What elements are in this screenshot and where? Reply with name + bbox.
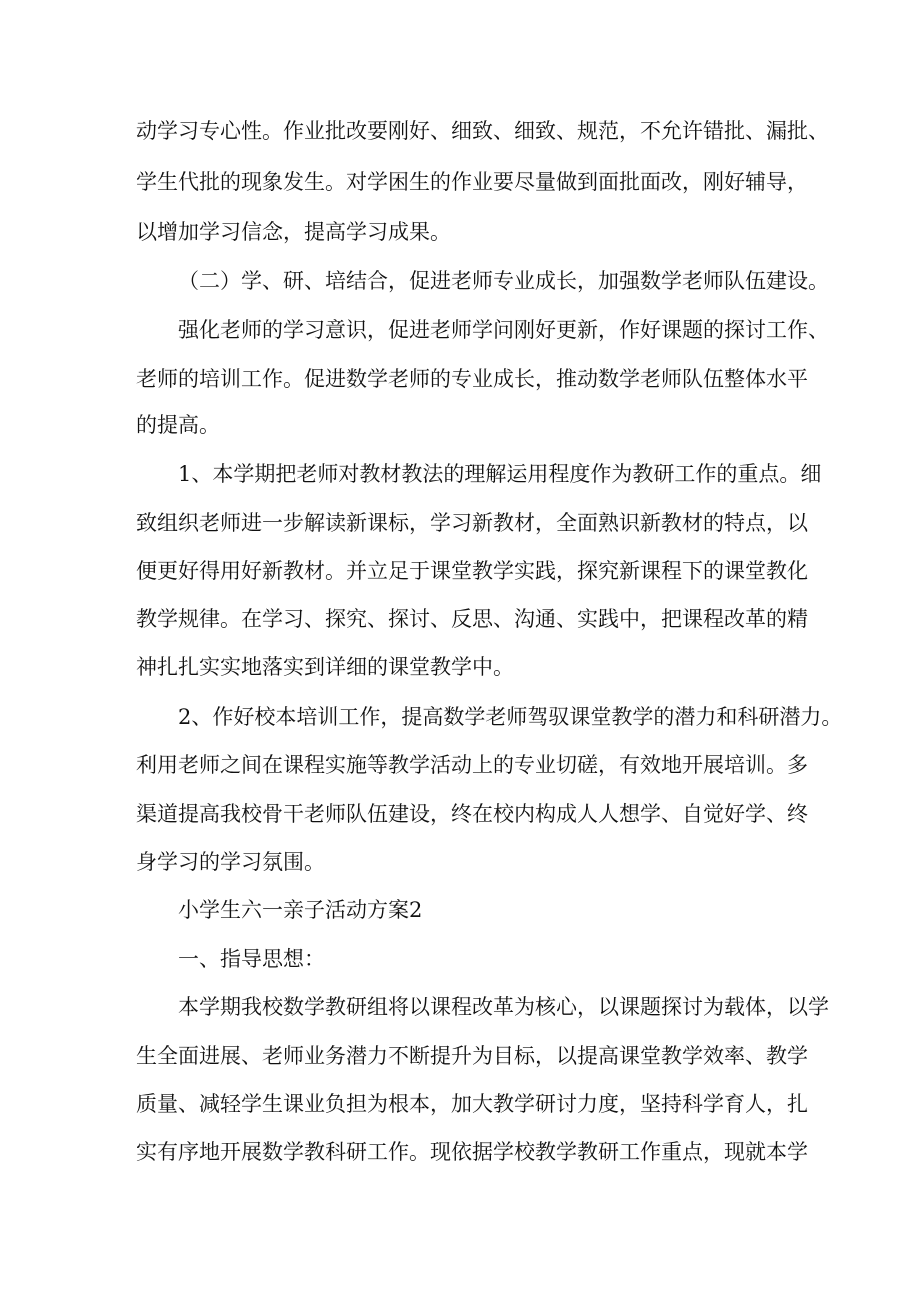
- numbered-item: 1、本学期把老师对教材教法的理解运用程度作为教研工作的重点。细: [178, 462, 822, 486]
- body-text-line: 利用老师之间在课程实施等教学活动上的专业切磋，有效地开展培训。多: [136, 753, 808, 777]
- body-text-line: 神扎扎实实地落实到详细的课堂教学中。: [136, 655, 514, 679]
- section-heading: （二）学、研、培结合，促进老师专业成长，加强数学老师队伍建设。: [178, 269, 829, 293]
- body-text-line: 动学习专心性。作业批改要刚好、细致、细致、规范，不允许错批、漏批、: [136, 119, 829, 143]
- body-text-line: 以增加学习信念，提高学习成果。: [136, 220, 451, 244]
- body-text-line: 质量、减轻学生课业负担为根本，加大教学研讨力度，坚持科学育人，扎: [136, 1092, 808, 1116]
- body-text-line: 强化老师的学习意识，促进老师学问刚好更新，作好课题的探讨工作、: [178, 318, 829, 342]
- body-text-line: 老师的培训工作。促进数学老师的专业成长，推动数学老师队伍整体水平: [136, 367, 808, 391]
- section-title: 小学生六一亲子活动方案2: [178, 898, 423, 922]
- body-text-line: 的提高。: [136, 413, 220, 437]
- body-text-line: 生全面进展、老师业务潜力不断提升为目标，以提高课堂教学效率、教学: [136, 1044, 808, 1068]
- body-text-line: 本学期我校数学教研组将以课程改革为核心，以课题探讨为载体，以学: [178, 995, 829, 1019]
- body-text-line: 学生代批的现象发生。对学困生的作业要尽量做到面批面改，刚好辅导，: [136, 170, 808, 194]
- body-text-line: 身学习的学习氛围。: [136, 850, 325, 874]
- numbered-item: 2、作好校本培训工作，提高数学老师驾驭课堂教学的潜力和科研潜力。: [178, 705, 843, 729]
- body-text-line: 便更好得用好新教材。并立足于课堂教学实践，探究新课程下的课堂教化: [136, 559, 808, 583]
- section-heading: 一、指导思想：: [178, 947, 325, 971]
- body-text-line: 致组织老师进一步解读新课标，学习新教材，全面熟识新教材的特点，以: [136, 511, 808, 535]
- body-text-line: 教学规律。在学习、探究、探讨、反思、沟通、实践中，把课程改革的精: [136, 607, 808, 631]
- body-text-line: 实有序地开展数学教科研工作。现依据学校教学教研工作重点，现就本学: [136, 1140, 808, 1164]
- body-text-line: 渠道提高我校骨干老师队伍建设，终在校内构成人人想学、自觉好学、终: [136, 802, 808, 826]
